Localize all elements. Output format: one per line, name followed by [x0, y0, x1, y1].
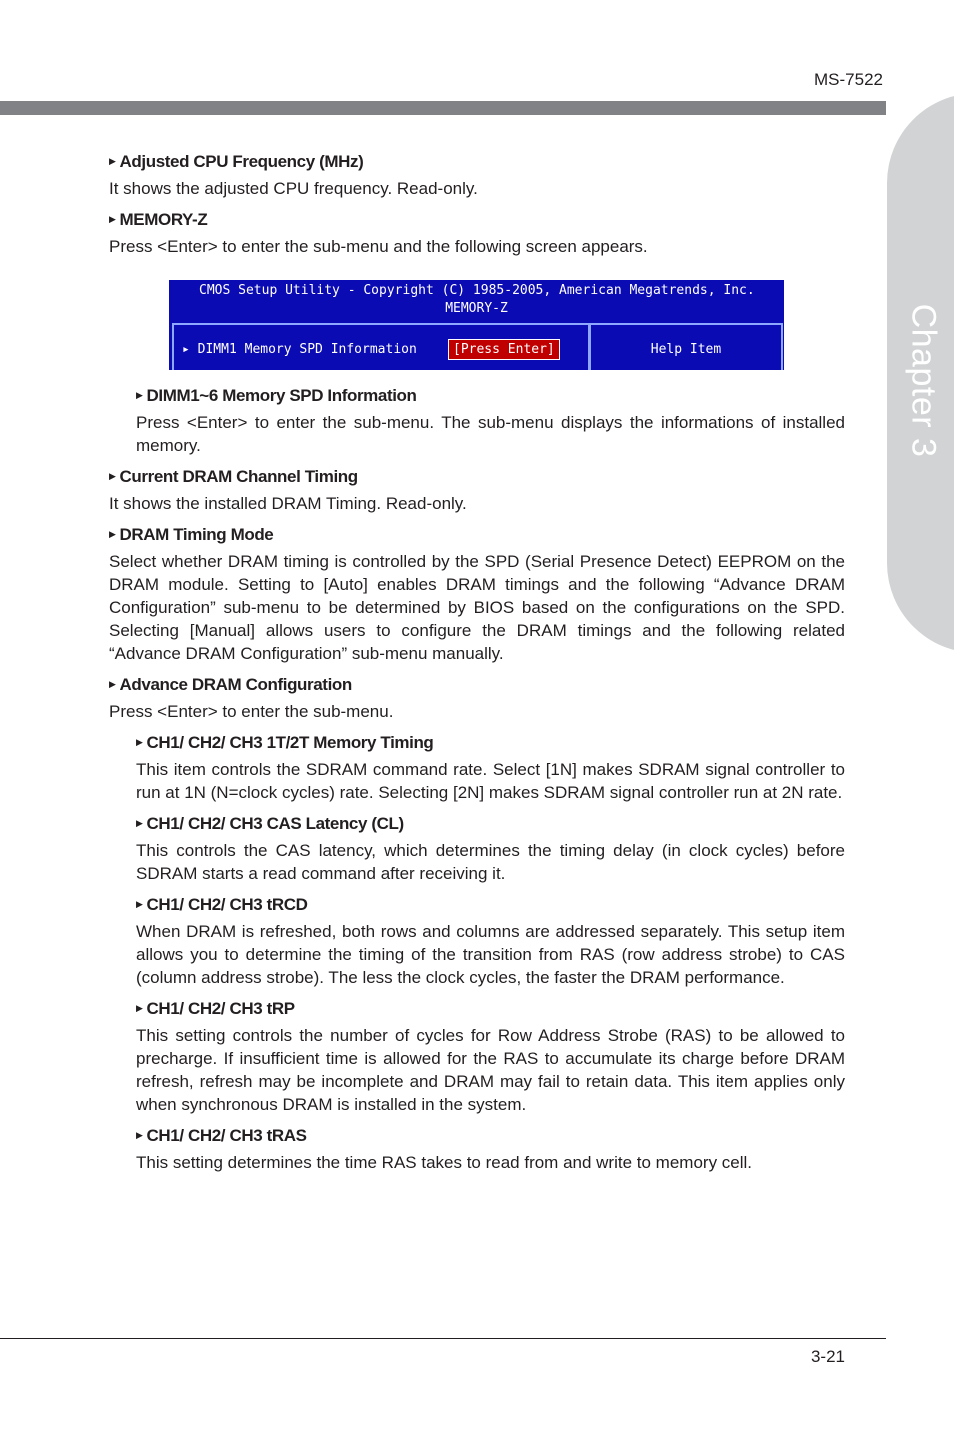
subsection [136, 384, 845, 457]
bios-subtitle: MEMORY-Z [445, 301, 508, 316]
section-body: Press <Enter> to enter the sub-menu and the following screen appears. [109, 237, 648, 256]
bullet-triangle-icon: ▶ [136, 899, 143, 909]
section-title: ▶ MEMORY-Z [109, 210, 208, 229]
bullet-triangle-icon: ▶ [136, 1003, 143, 1013]
section-body: It shows the adjusted CPU frequency. Read-only. [109, 179, 478, 198]
bullet-triangle-icon: ▶ [136, 390, 143, 400]
chapter-tab-label-wrap [888, 303, 954, 457]
chapter-tab-label: Chapter 3 [904, 303, 943, 457]
model-number: MS-7522 [814, 70, 883, 89]
section-title: ▶ DIMM1~6 Memory SPD Information [136, 386, 417, 405]
section-title: ▶ Current DRAM Channel Timing [109, 467, 358, 486]
section-body: This setting controls the number of cycles for Row Address Strobe (RAS) to be allowed to precharge. If insufficient time is allowed for the RAS to accumulate its charge before DRAM refresh, refresh may be incomplete and DRAM may fail to retain data. This item applies only when synchronous DRAM is installed in the system. [136, 1026, 845, 1114]
section-title: ▶ DRAM Timing Mode [109, 525, 274, 544]
section-title: ▶ CH1/ CH2/ CH3 CAS Latency (CL) [136, 814, 404, 833]
bios-help-panel [589, 323, 783, 370]
bullet-triangle-icon: ▶ [109, 529, 116, 539]
bullet-triangle-icon: ▶ [109, 679, 116, 689]
section-title: ▶ CH1/ CH2/ CH3 1T/2T Memory Timing [136, 733, 434, 752]
bios-help-label: Help Item [650, 342, 722, 357]
bios-title: CMOS Setup Utility - Copyright (C) 1985-2005, American Megatrends, Inc. [199, 283, 755, 298]
page-number: 3-21 [810, 1347, 845, 1366]
section-title: ▶ Adjusted CPU Frequency (MHz) [109, 152, 364, 171]
bios-item-panel [172, 323, 590, 370]
subsection [136, 731, 845, 1174]
section-body: This setting determines the time RAS takes to read from and write to memory cell. [136, 1153, 753, 1172]
header-bar [0, 101, 886, 115]
bios-screenshot [169, 280, 784, 370]
section-body: When DRAM is refreshed, both rows and columns are addressed separately. This setup item allows you to determine the timing of the transition from RAS (row address strobe) to CAS (column address strobe). The less the clock cycles, the faster the DRAM performance. [136, 922, 845, 987]
section-title: ▶ Advance DRAM Configuration [109, 675, 352, 694]
bios-menu-item: ▸ DIMM1 Memory SPD Information [182, 342, 417, 357]
bullet-triangle-icon: ▶ [136, 737, 143, 747]
bullet-triangle-icon: ▶ [109, 156, 116, 166]
bullet-triangle-icon: ▶ [136, 1130, 143, 1140]
bullet-triangle-icon: ▶ [136, 818, 143, 828]
section-body: Select whether DRAM timing is controlled by the SPD (Serial Presence Detect) EEPROM on the DRAM module. Setting to [Auto] enables DRAM timings and the following “Advance DRAM Configuration” sub-menu to be determined by BIOS based on the configurations on the SPD. Selecting [Manual] allows users to configure the DRAM timings and the following related “Advance DRAM Configuration” sub-menu manually. [109, 552, 845, 663]
section-body: It shows the installed DRAM Timing. Read-only. [109, 494, 467, 513]
section-body: Press <Enter> to enter the sub-menu. [109, 702, 394, 721]
bullet-triangle-icon: ▶ [109, 471, 116, 481]
section-body: This item controls the SDRAM command rate. Select [1N] makes SDRAM signal controller to run at 1N (N=clock cycles) rate. Selecting [2N] makes SDRAM signal controller run at 2N rate. [136, 760, 845, 802]
section-title: ▶ CH1/ CH2/ CH3 tRP [136, 999, 295, 1018]
section-title: ▶ CH1/ CH2/ CH3 tRAS [136, 1126, 307, 1145]
section-body: This controls the CAS latency, which determines the timing delay (in clock cycles) before SDRAM starts a read command after receiving it. [136, 841, 845, 883]
footer-rule [0, 1338, 886, 1339]
section-body: Press <Enter> to enter the sub-menu. The sub-menu displays the informations of installed memory. [136, 413, 845, 455]
bios-press-enter: [Press Enter] [448, 339, 560, 360]
section-title: ▶ CH1/ CH2/ CH3 tRCD [136, 895, 308, 914]
page-content [109, 150, 845, 1182]
bullet-triangle-icon: ▶ [109, 214, 116, 224]
